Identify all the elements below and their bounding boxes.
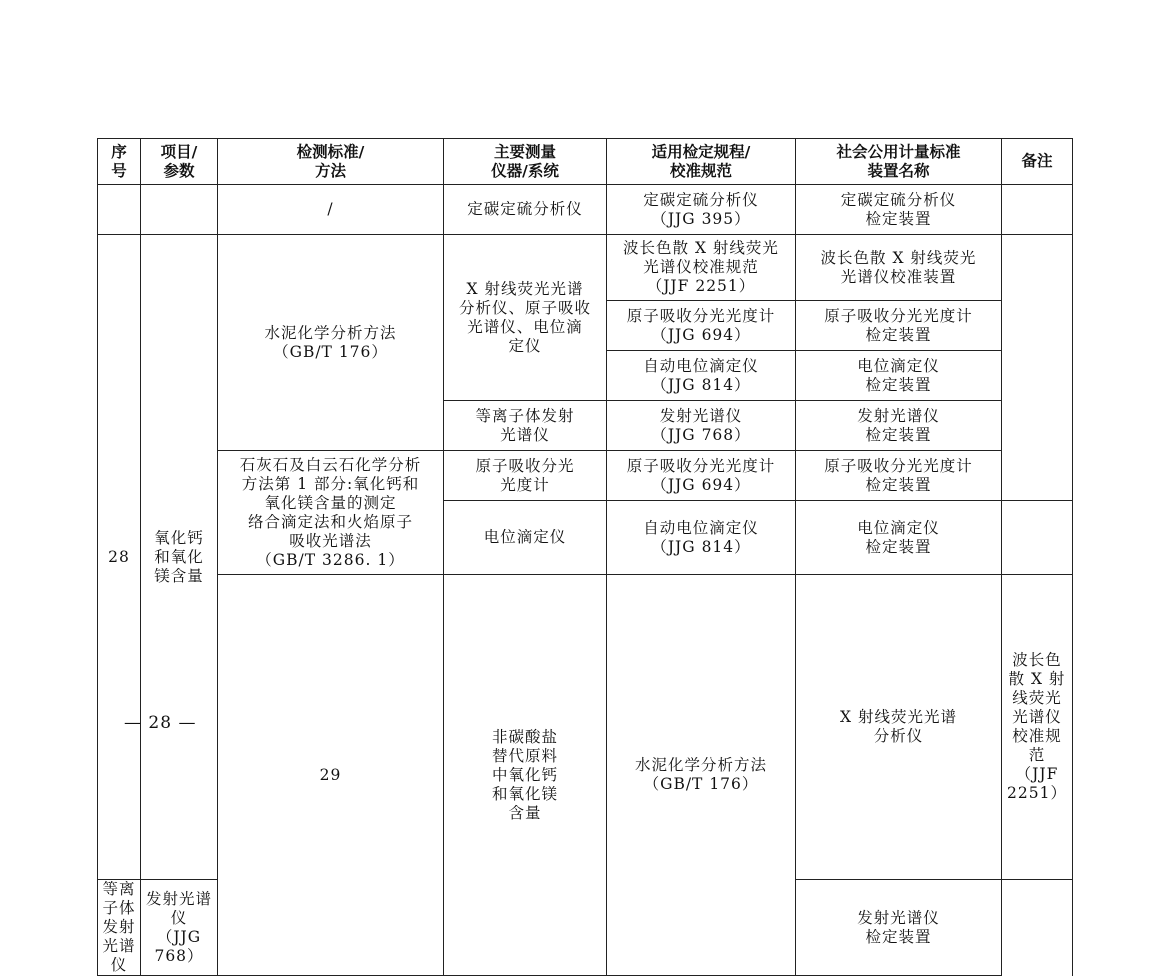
item-cell: 氧化钙 和氧化 镁含量 xyxy=(141,235,218,880)
header-regulation: 适用检定规程/ 校准规范 xyxy=(607,139,796,185)
instrument-cell: 等离子体发射 光谱仪 xyxy=(444,401,607,451)
instrument-cell: 电位滴定仪 xyxy=(444,501,607,575)
instrument-cell: X 射线荧光光谱 分析仪、原子吸收 光谱仪、电位滴 定仪 xyxy=(444,235,607,401)
regulation-cell: 自动电位滴定仪 （JJG 814） xyxy=(607,351,796,401)
standard-cell: 石灰石及白云石化学分析 方法第 1 部分:氧化钙和 氧化镁含量的测定 络合滴定法和火焰原子 吸收光谱法 （GB/T 3286. 1） xyxy=(218,451,444,575)
remark-cell xyxy=(1002,185,1073,235)
item-cell: 非碳酸盐 替代原料 中氧化钙 和氧化镁 含量 xyxy=(444,575,607,976)
seq-cell: 29 xyxy=(218,575,444,976)
instrument-cell: 原子吸收分光 光度计 xyxy=(444,451,607,501)
device-cell: 定碳定硫分析仪 检定装置 xyxy=(796,185,1002,235)
page-number: — 28 — xyxy=(124,713,197,733)
regulation-cell: 波长色散 X 射线荧光 光谱仪校准规范 （JJF 2251） xyxy=(1002,575,1073,880)
header-remark: 备注 xyxy=(1002,139,1073,185)
standard-cell: / xyxy=(218,185,444,235)
regulation-cell: 定碳定硫分析仪 （JJG 395） xyxy=(607,185,796,235)
regulation-cell: 自动电位滴定仪 （JJG 814） xyxy=(607,501,796,575)
regulation-cell: 波长色散 X 射线荧光 光谱仪校准规范 （JJF 2251） xyxy=(607,235,796,301)
regulation-cell: 原子吸收分光光度计 （JJG 694） xyxy=(607,301,796,351)
item-cell xyxy=(141,185,218,235)
table-row xyxy=(98,235,1073,301)
table-row xyxy=(98,185,1073,235)
device-cell: 发射光谱仪 检定装置 xyxy=(796,401,1002,451)
instrument-cell: 定碳定硫分析仪 xyxy=(444,185,607,235)
header-item: 项目/ 参数 xyxy=(141,139,218,185)
regulation-cell: 发射光谱仪 （JJG 768） xyxy=(607,401,796,451)
regulation-cell: 原子吸收分光光度计 （JJG 694） xyxy=(607,451,796,501)
header-device: 社会公用计量标准 装置名称 xyxy=(796,139,1002,185)
standards-table xyxy=(97,138,1073,976)
table-header-row xyxy=(98,139,1073,185)
table-row xyxy=(98,575,1073,880)
standard-cell: 水泥化学分析方法 （GB/T 176） xyxy=(218,235,444,451)
device-cell: 电位滴定仪 检定装置 xyxy=(796,351,1002,401)
table-row xyxy=(98,451,1073,501)
header-instrument: 主要测量 仪器/系统 xyxy=(444,139,607,185)
regulation-cell: 发射光谱仪 （JJG 768） xyxy=(141,880,218,976)
device-cell: 原子吸收分光光度计 检定装置 xyxy=(796,301,1002,351)
standard-cell: 水泥化学分析方法 （GB/T 176） xyxy=(607,575,796,976)
device-cell: 发射光谱仪 检定装置 xyxy=(796,880,1002,976)
device-cell: 原子吸收分光光度计 检定装置 xyxy=(796,451,1002,501)
header-seq: 序 号 xyxy=(98,139,141,185)
seq-cell xyxy=(98,185,141,235)
device-cell: 波长色散 X 射线荧光 光谱仪校准装置 xyxy=(796,235,1002,301)
instrument-cell: X 射线荧光光谱 分析仪 xyxy=(796,575,1002,880)
instrument-cell: 等离子体发射 光谱仪 xyxy=(98,880,141,976)
remark-cell xyxy=(1002,235,1073,501)
seq-cell: 28 xyxy=(98,235,141,880)
device-cell: 电位滴定仪 检定装置 xyxy=(796,501,1002,575)
header-standard: 检测标准/ 方法 xyxy=(218,139,444,185)
